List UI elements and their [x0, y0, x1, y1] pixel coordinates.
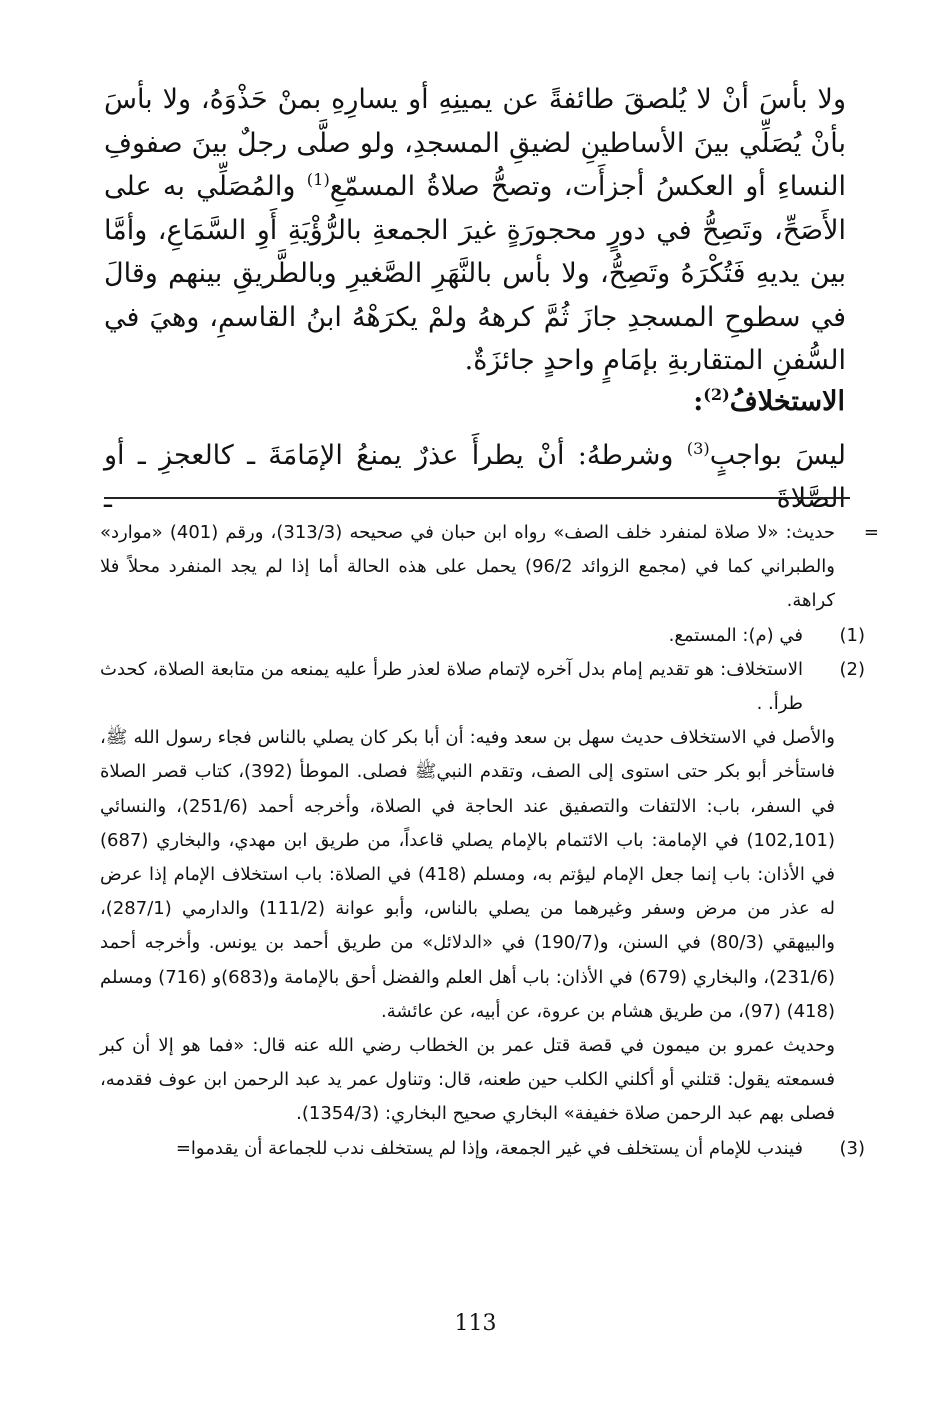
- footnote-2-marker: (2): [839, 658, 865, 680]
- continuation-marker: =: [863, 522, 879, 543]
- footnote-2-paragraph-2: [100, 721, 865, 1029]
- footnote-separator: [104, 497, 850, 499]
- footnote-continuation: [100, 516, 879, 619]
- footnote-2: [100, 653, 865, 721]
- footnote-2-paragraph-3-text: وحديث عمرو بن ميمون في قصة قتل عمر بن الخطاب رضي الله عنه قال: «فما هو إلا أن كبر فسمعته يقول: قتلني أو أكلني الكلب حين طعنه، قال: وتناول عمر يد عبد الرحمن ابن عوف فقدمه، فصلى بهم عبد الرحمن صلاة خفيفة» البخاري صحيح البخاري: (1354/3).: [100, 1035, 835, 1125]
- main-paragraph-part-2: والمُصَلِّي به على الأَصَحِّ، وتَصِحُّ في دورٍ محجورَةٍ غيرَ الجمعةِ بالرُّؤْيَةِ أَوِ السَّمَاعِ، وأمَّا بين يديهِ فَتُكْرَهُ وتَصِحُّ، ولا بأس بالنَّهَرِ الصَّغيرِ وبالطَّريقِ بينهم وقالَ في سطوحِ المسجدِ جازَ ثُمَّ كرههُ ولمْ يكرَهْهُ ابنُ القاسمِ، وهيَ في السُّفنِ المتقاربةِ بإمَامٍ واحدٍ جائزَةٌ.: [104, 171, 846, 376]
- heading-text: الاستخلافُ: [729, 386, 845, 417]
- footnote-reference-2: (2): [703, 385, 730, 404]
- footnote-reference-3: (3): [686, 439, 710, 458]
- footnote-1-text: في (م): المستمع.: [668, 624, 803, 646]
- footnote-2-text: الاستخلاف: هو تقديم إمام بدل آخره لإتمام صلاة لعذر طرأ عليه يمنعه من متابعة الصلاة، كحدث طرأ. .: [100, 658, 803, 715]
- section-line-tail: وشرطهُ: أنْ يطرأَ عذرٌ يمنعُ الإمَامَةَ ـ كالعجزِ ـ أو الصَّلاةَ ـ: [104, 440, 846, 514]
- footnote-1: [100, 619, 865, 653]
- footnote-2-paragraph-2-text: والأصل في الاستخلاف حديث سهل بن سعد وفيه: أن أبا بكر كان يصلي بالناس فجاء رسول الله ﷺ، فاستأخر أبو بكر حتى استوى إلى الصف، وتقدم النبيﷺ فصلى. الموطأ (392)، كتاب قصر الصلاة في السفر، باب: الالتفات والتصفيق عند الحاجة في الصلاة، وأخرجه أحمد (251/6)، والنسائي (102,101) في الإمامة: باب الائتمام بالإمام يصلي قاعداً، من طريق ابن مهدي، والبخاري (687) في الأذان: باب إنما جعل الإمام ليؤتم به، ومسلم (418) في الصلاة: باب استخلاف الإمام إذا عرض له عذر من مرض وسفر وغيرهما من يصلي بالناس، وأبو عوانة (111/2) والدارمي (287/1)، والبيهقي (80/3) في السنن، و(190/7) في «الدلائل» من طريق أحمد بن يونس. وأخرجه أحمد (231/6)، والبخاري (679) في الأذان: باب أهل العلم والفضل أحق بالإمامة و(683)و (716) ومسلم (418) (97)، من طريق هشام بن عروة، عن أبيه، عن عائشة.: [100, 727, 836, 1022]
- heading-colon: :: [693, 386, 704, 417]
- footnote-3-marker: (3): [839, 1137, 865, 1159]
- main-paragraph: [104, 78, 846, 383]
- footnote-1-marker: (1): [839, 624, 865, 646]
- footnote-3-text: فيندب للإمام أن يستخلف في غير الجمعة، وإذا لم يستخلف ندب للجماعة أن يقدموا=: [175, 1137, 803, 1159]
- footnotes-area: [100, 516, 879, 1166]
- continuation-text: حديث: «لا صلاة لمنفرد خلف الصف» رواه ابن حبان في صحيحه (313/3)، ورقم (401) «موارد» والطبراني كما في (مجمع الزوائد 96/2) يحمل على هذه الحالة أما إذا لم يجد المنفرد محلاً فلا كراهة.: [100, 522, 835, 612]
- footnote-3: [100, 1132, 865, 1166]
- footnote-reference-1: (1): [306, 170, 330, 189]
- footnote-2-paragraph-3: [100, 1029, 865, 1132]
- section-line-start: ليسَ بواجبٍ: [709, 440, 846, 471]
- page-number: 113: [454, 1311, 497, 1336]
- section-heading: [693, 380, 845, 423]
- main-paragraph-part-1: ولا بأسَ أنْ لا يُلصقَ طائفةً عن يمينِهِ أو يسارِهِ بمنْ حَذْوَهُ، ولا بأسَ بأنْ يُصَلِّي بينَ الأساطينِ لضيقِ المسجدِ، ولو صلَّى رجلٌ بينَ صفوفِ النساءِ أو العكسُ أجزأَت، وتصحُّ صلاةُ المسمّعِ: [104, 84, 846, 202]
- section-first-line: [104, 434, 846, 520]
- main-text-body: [104, 78, 846, 383]
